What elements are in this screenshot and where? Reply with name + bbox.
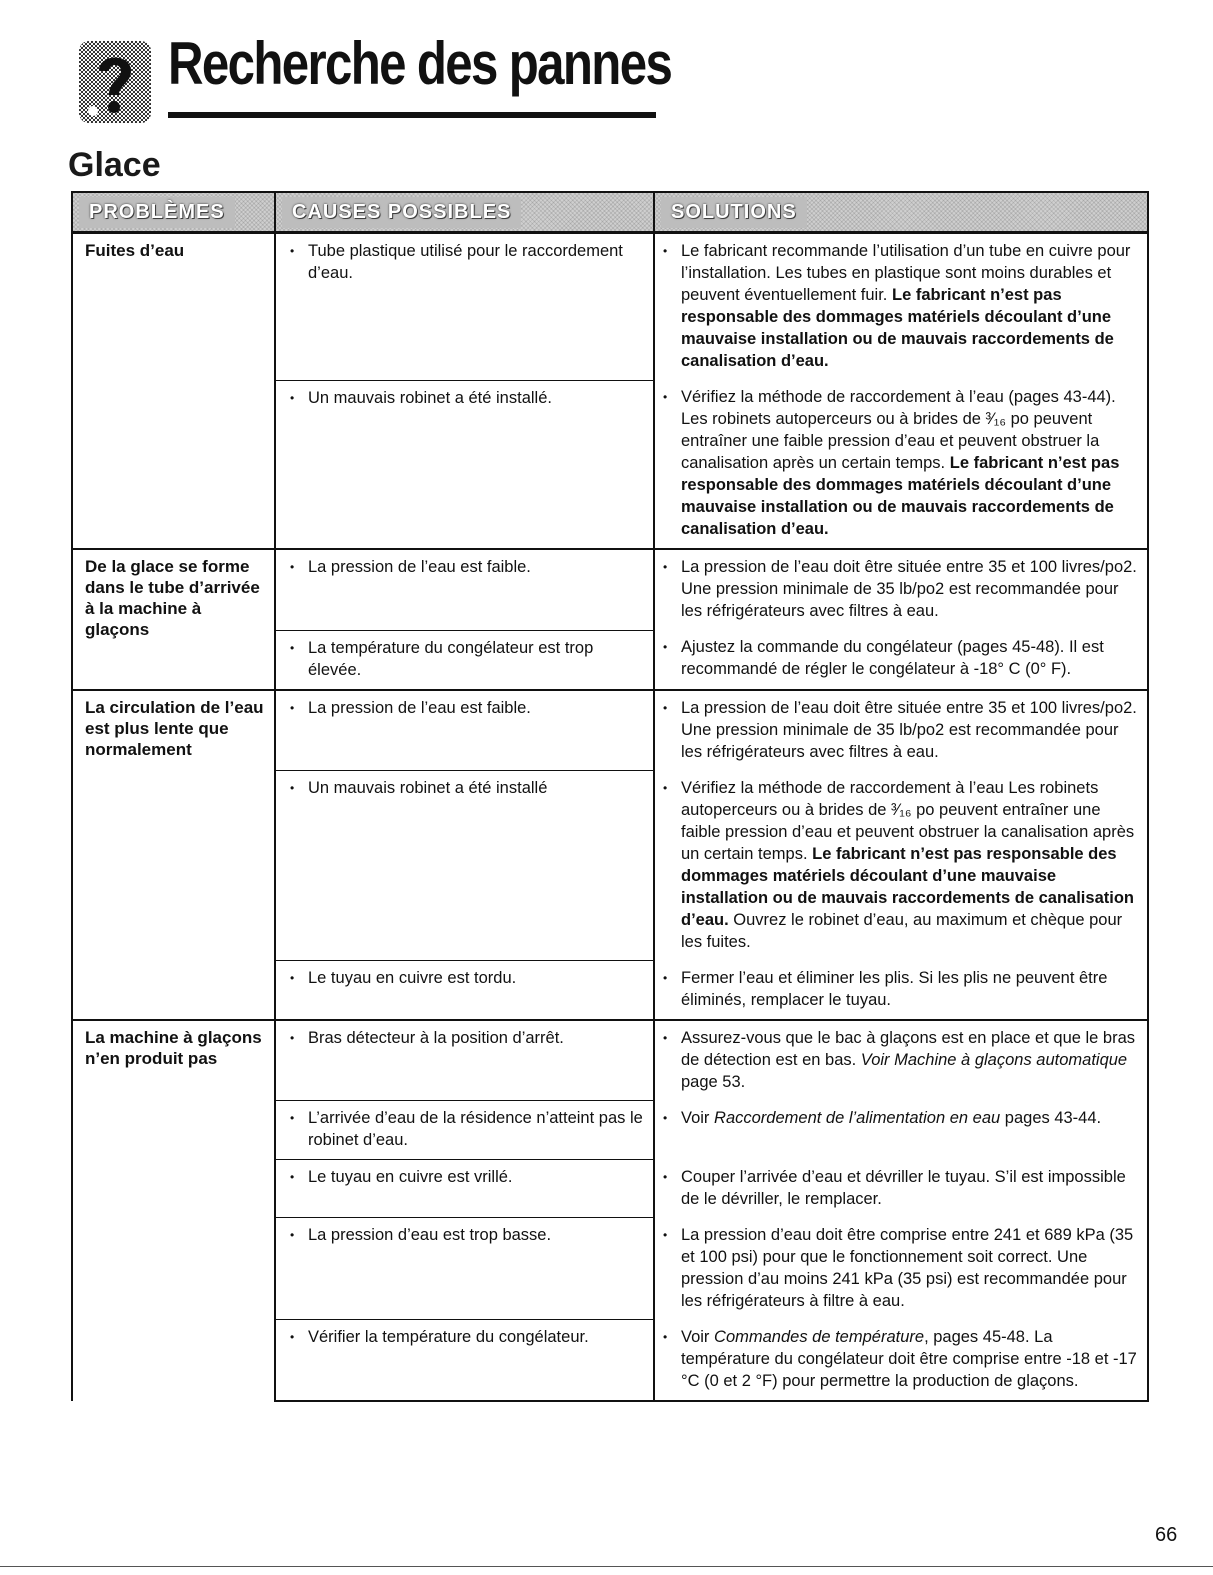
cause-cell bbox=[275, 690, 654, 771]
bullet-icon: • bbox=[663, 1110, 668, 1125]
bullet-icon: • bbox=[290, 640, 295, 655]
solution-segment: Fermer l’eau et éliminer les plis. Si les plis ne peuvent être éliminés, remplacer le tuyau. bbox=[681, 968, 1108, 1009]
solution-cell bbox=[654, 233, 1148, 381]
solution-cell bbox=[654, 549, 1148, 630]
table-body bbox=[72, 233, 1148, 1401]
title-underline bbox=[168, 112, 656, 118]
solution-segment: Vérifiez la méthode de raccordement à l’eau Les robinets autoperceurs ou à brides de ³⁄₁₆ po peuvent entraîner une faible pression d’eau et peuvent obstruer la canalisation après un certain temps. bbox=[681, 778, 1135, 863]
cause-text: L’arrivée d’eau de la résidence n’atteint pas le robinet d’eau. bbox=[308, 1109, 643, 1149]
problem-cell: La machine à glaçons n’en produit pas bbox=[72, 1020, 275, 1401]
solution-text bbox=[681, 386, 1139, 540]
solution-text bbox=[681, 1166, 1139, 1210]
page-title: Recherche des pannes bbox=[168, 30, 672, 97]
footer-rule bbox=[0, 1566, 1213, 1567]
problem-cell: De la glace se forme dans le tube d’arrivée à la machine à glaçons bbox=[72, 549, 275, 690]
table-row bbox=[72, 1020, 1148, 1101]
bullet-icon: • bbox=[663, 780, 668, 795]
cause-cell bbox=[275, 549, 654, 630]
solution-segment: La pression d’eau doit être comprise entre 241 et 689 kPa (35 et 100 psi) pour que le fonctionnement soit correct. Une pression d’au moins 241 kPa (35 psi) est recommandée pour les réfrigérateurs à filtre à eau. bbox=[681, 1225, 1134, 1310]
solution-segment: pages 43-44. bbox=[1000, 1108, 1102, 1127]
table-row bbox=[72, 690, 1148, 771]
bullet-icon: • bbox=[290, 1170, 295, 1184]
page-number: 66 bbox=[1155, 1524, 1178, 1546]
solution-cell bbox=[654, 1101, 1148, 1160]
table-row bbox=[72, 549, 1148, 630]
solution-cell bbox=[654, 630, 1148, 690]
problem-cell: La circulation de l’eau est plus lente que normalement bbox=[72, 690, 275, 1020]
bullet-icon: • bbox=[663, 970, 668, 985]
cause-cell bbox=[275, 1218, 654, 1320]
bullet-icon: • bbox=[663, 244, 668, 258]
bullet-icon: • bbox=[663, 560, 668, 574]
solution-text bbox=[681, 777, 1139, 953]
cause-cell bbox=[275, 1320, 654, 1401]
bullet-icon: • bbox=[663, 1329, 668, 1344]
bullet-icon: • bbox=[290, 1111, 295, 1125]
solution-text bbox=[681, 636, 1139, 680]
solution-cell bbox=[654, 690, 1148, 771]
table-header-row bbox=[72, 192, 1148, 233]
solution-segment: Le fabricant recommande l’utilisation d’un tube en cuivre pour l’installation. Les tubes en plastique sont moins durables et peuvent éventuellement fuir. bbox=[681, 242, 1131, 304]
solution-segment: Le fabricant n’est pas responsable des dommages matériels découlant d’une mauvaise installation ou de mauvais raccordements de canalisation d’eau. bbox=[681, 844, 1134, 929]
solution-text bbox=[681, 556, 1139, 622]
solution-text bbox=[681, 1027, 1139, 1093]
solution-segment: Ouvrez le robinet d’eau, au maximum et chèque pour les fuites. bbox=[681, 910, 1123, 951]
solution-cell bbox=[654, 1020, 1148, 1101]
section-title: Glace bbox=[68, 146, 161, 184]
solution-text bbox=[681, 1326, 1139, 1392]
header-causes: CAUSES POSSIBLES bbox=[275, 192, 654, 233]
bullet-icon: • bbox=[290, 971, 295, 985]
header-problems: PROBLÈMES bbox=[72, 192, 275, 233]
solution-segment: Vérifiez la méthode de raccordement à l’eau (pages 43-44). Les robinets autoperceurs ou à brides de ³⁄₁₆ po peuvent entraîner une faible pression d’eau et peuvent obstruer la canalisation après un certain temps. bbox=[681, 388, 1116, 472]
solution-segment: Commandes de température bbox=[714, 1327, 925, 1346]
troubleshooting-table bbox=[71, 191, 1149, 1402]
cause-text: La pression de l’eau est faible. bbox=[308, 698, 531, 717]
solution-segment: Couper l’arrivée d’eau et dévriller le tuyau. S’il est impossible de le dévriller, le remplacer. bbox=[681, 1167, 1126, 1208]
bullet-icon: • bbox=[663, 1030, 668, 1045]
problem-cell: Fuites d’eau bbox=[72, 233, 275, 550]
bullet-icon: • bbox=[290, 1030, 295, 1045]
cause-cell bbox=[275, 771, 654, 961]
solution-cell bbox=[654, 961, 1148, 1020]
cause-text: Un mauvais robinet a été installé. bbox=[308, 388, 552, 407]
solution-segment: La pression de l’eau doit être située entre 35 et 100 livres/po2. Une pression minimale de 35 lb/po2 est recommandée pour les réfrigérateurs avec filtres à eau. bbox=[681, 558, 1137, 620]
solution-text bbox=[681, 240, 1139, 372]
solution-cell bbox=[654, 1160, 1148, 1218]
solution-cell bbox=[654, 380, 1148, 549]
solution-cell bbox=[654, 1218, 1148, 1320]
cause-text: La pression d’eau est trop basse. bbox=[308, 1226, 552, 1244]
solution-text bbox=[681, 1224, 1139, 1312]
solution-segment: page 53. bbox=[681, 1072, 746, 1091]
cause-text: Vérifier la température du congélateur. bbox=[308, 1328, 589, 1346]
cause-cell bbox=[275, 1020, 654, 1101]
cause-text: La température du congélateur est trop élevée. bbox=[308, 638, 594, 679]
cause-cell bbox=[275, 233, 654, 381]
solution-segment: Raccordement de l’alimentation en eau bbox=[714, 1108, 1001, 1127]
solution-segment: , pages 45-48. La température du congélateur doit être comprise entre -18 et -17 °C (0 et 2 °F) pour permettre la production de glaçons. bbox=[681, 1327, 1137, 1390]
solution-text bbox=[681, 1107, 1139, 1129]
bullet-icon: • bbox=[290, 700, 295, 715]
solution-segment: Voir bbox=[681, 1108, 715, 1127]
solution-segment: Voir Machine à glaçons automatique bbox=[860, 1050, 1128, 1069]
solution-segment: Le fabricant n’est pas responsable des dommages matériels découlant d’une mauvaise installation ou de mauvais raccordements de canalisation d’eau. bbox=[681, 454, 1120, 538]
header-solutions: SOLUTIONS bbox=[654, 192, 1148, 233]
bullet-icon: • bbox=[290, 1228, 295, 1242]
bullet-icon: • bbox=[663, 1169, 668, 1184]
cause-cell bbox=[275, 961, 654, 1020]
solution-segment: Assurez-vous que le bac à glaçons est en place et que le bras de détection est en bas. bbox=[681, 1028, 1136, 1069]
bullet-icon: • bbox=[290, 781, 295, 795]
bullet-icon: • bbox=[663, 700, 668, 715]
bullet-icon: • bbox=[290, 1330, 295, 1344]
cause-text: Le tuyau en cuivre est tordu. bbox=[308, 969, 517, 987]
solution-segment: Le fabricant n’est pas responsable des dommages matériels découlant d’une mauvaise installation ou de mauvais raccordements de canalisation d’eau. bbox=[681, 286, 1114, 370]
solution-cell bbox=[654, 1320, 1148, 1401]
cause-text: La pression de l’eau est faible. bbox=[308, 558, 531, 576]
cause-text: Un mauvais robinet a été installé bbox=[308, 779, 548, 797]
solution-cell bbox=[654, 771, 1148, 961]
bullet-icon: • bbox=[663, 1227, 668, 1242]
solution-text bbox=[681, 697, 1139, 763]
cause-cell bbox=[275, 1160, 654, 1218]
bullet-icon: • bbox=[290, 390, 295, 405]
cause-text: Le tuyau en cuivre est vrillé. bbox=[308, 1168, 513, 1186]
bullet-icon: • bbox=[663, 390, 668, 404]
bullet-icon: • bbox=[290, 244, 295, 258]
solution-segment: Ajustez la commande du congélateur (pages 45-48). Il est recommandé de régler le congélateur à -18° C (0° F). bbox=[681, 638, 1104, 678]
solution-segment: Voir bbox=[681, 1327, 715, 1346]
question-mark-icon bbox=[79, 41, 151, 123]
cause-text: Bras détecteur à la position d’arrêt. bbox=[308, 1028, 564, 1047]
bullet-icon: • bbox=[663, 640, 668, 654]
cause-text: Tube plastique utilisé pour le raccordement d’eau. bbox=[308, 242, 623, 282]
cause-cell bbox=[275, 380, 654, 549]
cause-cell bbox=[275, 1101, 654, 1160]
solution-segment: La pression de l’eau doit être située entre 35 et 100 livres/po2. Une pression minimale de 35 lb/po2 est recommandée pour les réfrigérateurs avec filtres à eau. bbox=[681, 698, 1137, 761]
solution-text bbox=[681, 967, 1139, 1011]
bullet-icon: • bbox=[290, 560, 295, 574]
cause-cell bbox=[275, 630, 654, 690]
table-row bbox=[72, 233, 1148, 381]
